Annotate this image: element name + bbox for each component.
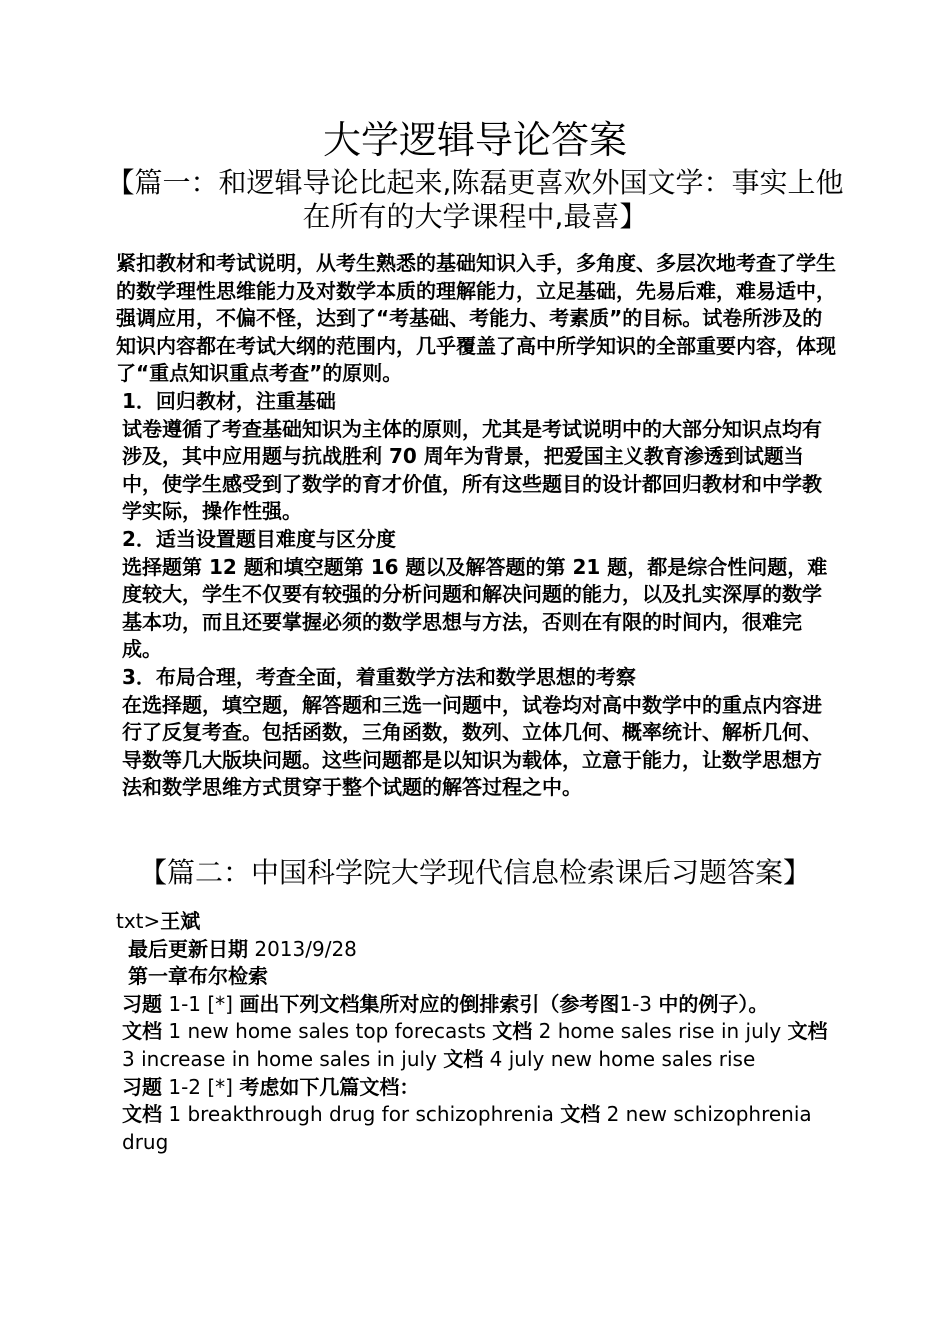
doc-label: 文档 bbox=[787, 1019, 828, 1044]
doc-label: 文档 bbox=[122, 1102, 162, 1127]
ex2-doc-1: 1 breakthrough drug for schizophrenia bbox=[168, 1102, 554, 1127]
section2-heading: 【篇二：中国科学院大学现代信息检索课后习题答案】 bbox=[138, 856, 811, 889]
doc-4: 4 july new home sales rise bbox=[489, 1046, 756, 1071]
doc-label: 文档 bbox=[443, 1046, 484, 1071]
ex2-doc-2: 2 new schizophrenia drug bbox=[122, 1102, 812, 1154]
ex1-figure-ref: 1-3 bbox=[619, 991, 653, 1016]
section1-body bbox=[116, 250, 836, 802]
updated-value: 2013/9/28 bbox=[254, 936, 357, 961]
ex1-text-a: 画出下列文档集所对应的倒排索引（参考图 bbox=[239, 991, 620, 1016]
section1-point3-title: 3．布局合理，考查全面，着重数学方法和数学思想的考察 bbox=[122, 664, 636, 689]
ex1-number: 1-1 [*] bbox=[168, 991, 233, 1016]
section2-body bbox=[116, 908, 836, 1156]
exercise-1-2-docs bbox=[116, 1101, 836, 1156]
doc-label: 文档 bbox=[492, 1019, 533, 1044]
doc-3: 3 increase in home sales in july bbox=[122, 1046, 437, 1071]
section1-point2-title: 2．适当设置题目难度与区分度 bbox=[122, 526, 396, 551]
updated-line bbox=[116, 936, 836, 964]
section1-heading: 【篇一：和逻辑导论比起来,陈磊更喜欢外国文学：事实上他在所有的大学课程中,最喜】 bbox=[106, 166, 844, 233]
section1-point1-title: 1．回归教材，注重基础 bbox=[122, 388, 336, 413]
ex2-number: 1-2 [*] bbox=[168, 1074, 233, 1099]
chapter-title: 第一章布尔检索 bbox=[128, 964, 268, 989]
author-prefix: txt> bbox=[116, 909, 161, 933]
author-name: 王斌 bbox=[160, 909, 201, 933]
doc-1: 1 new home sales top forecasts bbox=[168, 1019, 486, 1044]
section1-intro: 紧扣教材和考试说明，从考生熟悉的基础知识入手，多角度、多层次地考查了学生的数学理性思维能力及对数学本质的理解能力，立足基础，先易后难，难易适中，强调应用，不偏不怪，达到了“考基础、考能力、考素质”的目标。试卷所涉及的知识内容都在考试大纲的范围内，几乎覆盖了高中所学知识的全部重要内容，体现了“重点知识重点考查”的原则。 bbox=[116, 251, 836, 386]
updated-label: 最后更新日期 bbox=[128, 936, 248, 961]
ex2-label: 习题 bbox=[122, 1074, 162, 1099]
author-line bbox=[116, 908, 836, 936]
ex1-label: 习题 bbox=[122, 991, 162, 1016]
section1-point3-body: 在选择题，填空题，解答题和三选一问题中，试卷均对高中数学中的重点内容进行了反复考查。包括函数，三角函数，数列、立体几何、概率统计、解析几何、导数等几大版块问题。这些问题都是以知识为载体，立意于能力，让数学思想方法和数学思维方式贯穿于整个试题的解答过程之中。 bbox=[122, 692, 822, 800]
section1-point2-body: 选择题第 12 题和填空题第 16 题以及解答题的第 21 题，都是综合性问题，难度较大，学生不仅要有较强的分析问题和解决问题的能力，以及扎实深厚的数学基本功，而且还要掌握必须的数学思想与方法，否则在有限的时间内，很难完成。 bbox=[122, 554, 828, 662]
exercise-1-1 bbox=[116, 991, 836, 1019]
document-title: 大学逻辑导论答案 bbox=[322, 118, 627, 162]
ex1-text-b: 中的例子）。 bbox=[658, 991, 769, 1016]
doc-label: 文档 bbox=[122, 1019, 162, 1044]
doc-label: 文档 bbox=[560, 1102, 601, 1127]
exercise-1-2 bbox=[116, 1074, 836, 1102]
section1-point1-body: 试卷遵循了考查基础知识为主体的原则，尤其是考试说明中的大部分知识点均有涉及，其中应用题与抗战胜利 70 周年为背景，把爱国主义教育渗透到试题当中，使学生感受到了数学的育才价值，所有这些题目的设计都回归教材和中学教学实际，操作性强。 bbox=[122, 416, 822, 524]
exercise-1-1-docs bbox=[116, 1018, 836, 1073]
doc-2: 2 home sales rise in july bbox=[538, 1019, 782, 1044]
ex2-text: 考虑如下几篇文档： bbox=[239, 1074, 420, 1099]
